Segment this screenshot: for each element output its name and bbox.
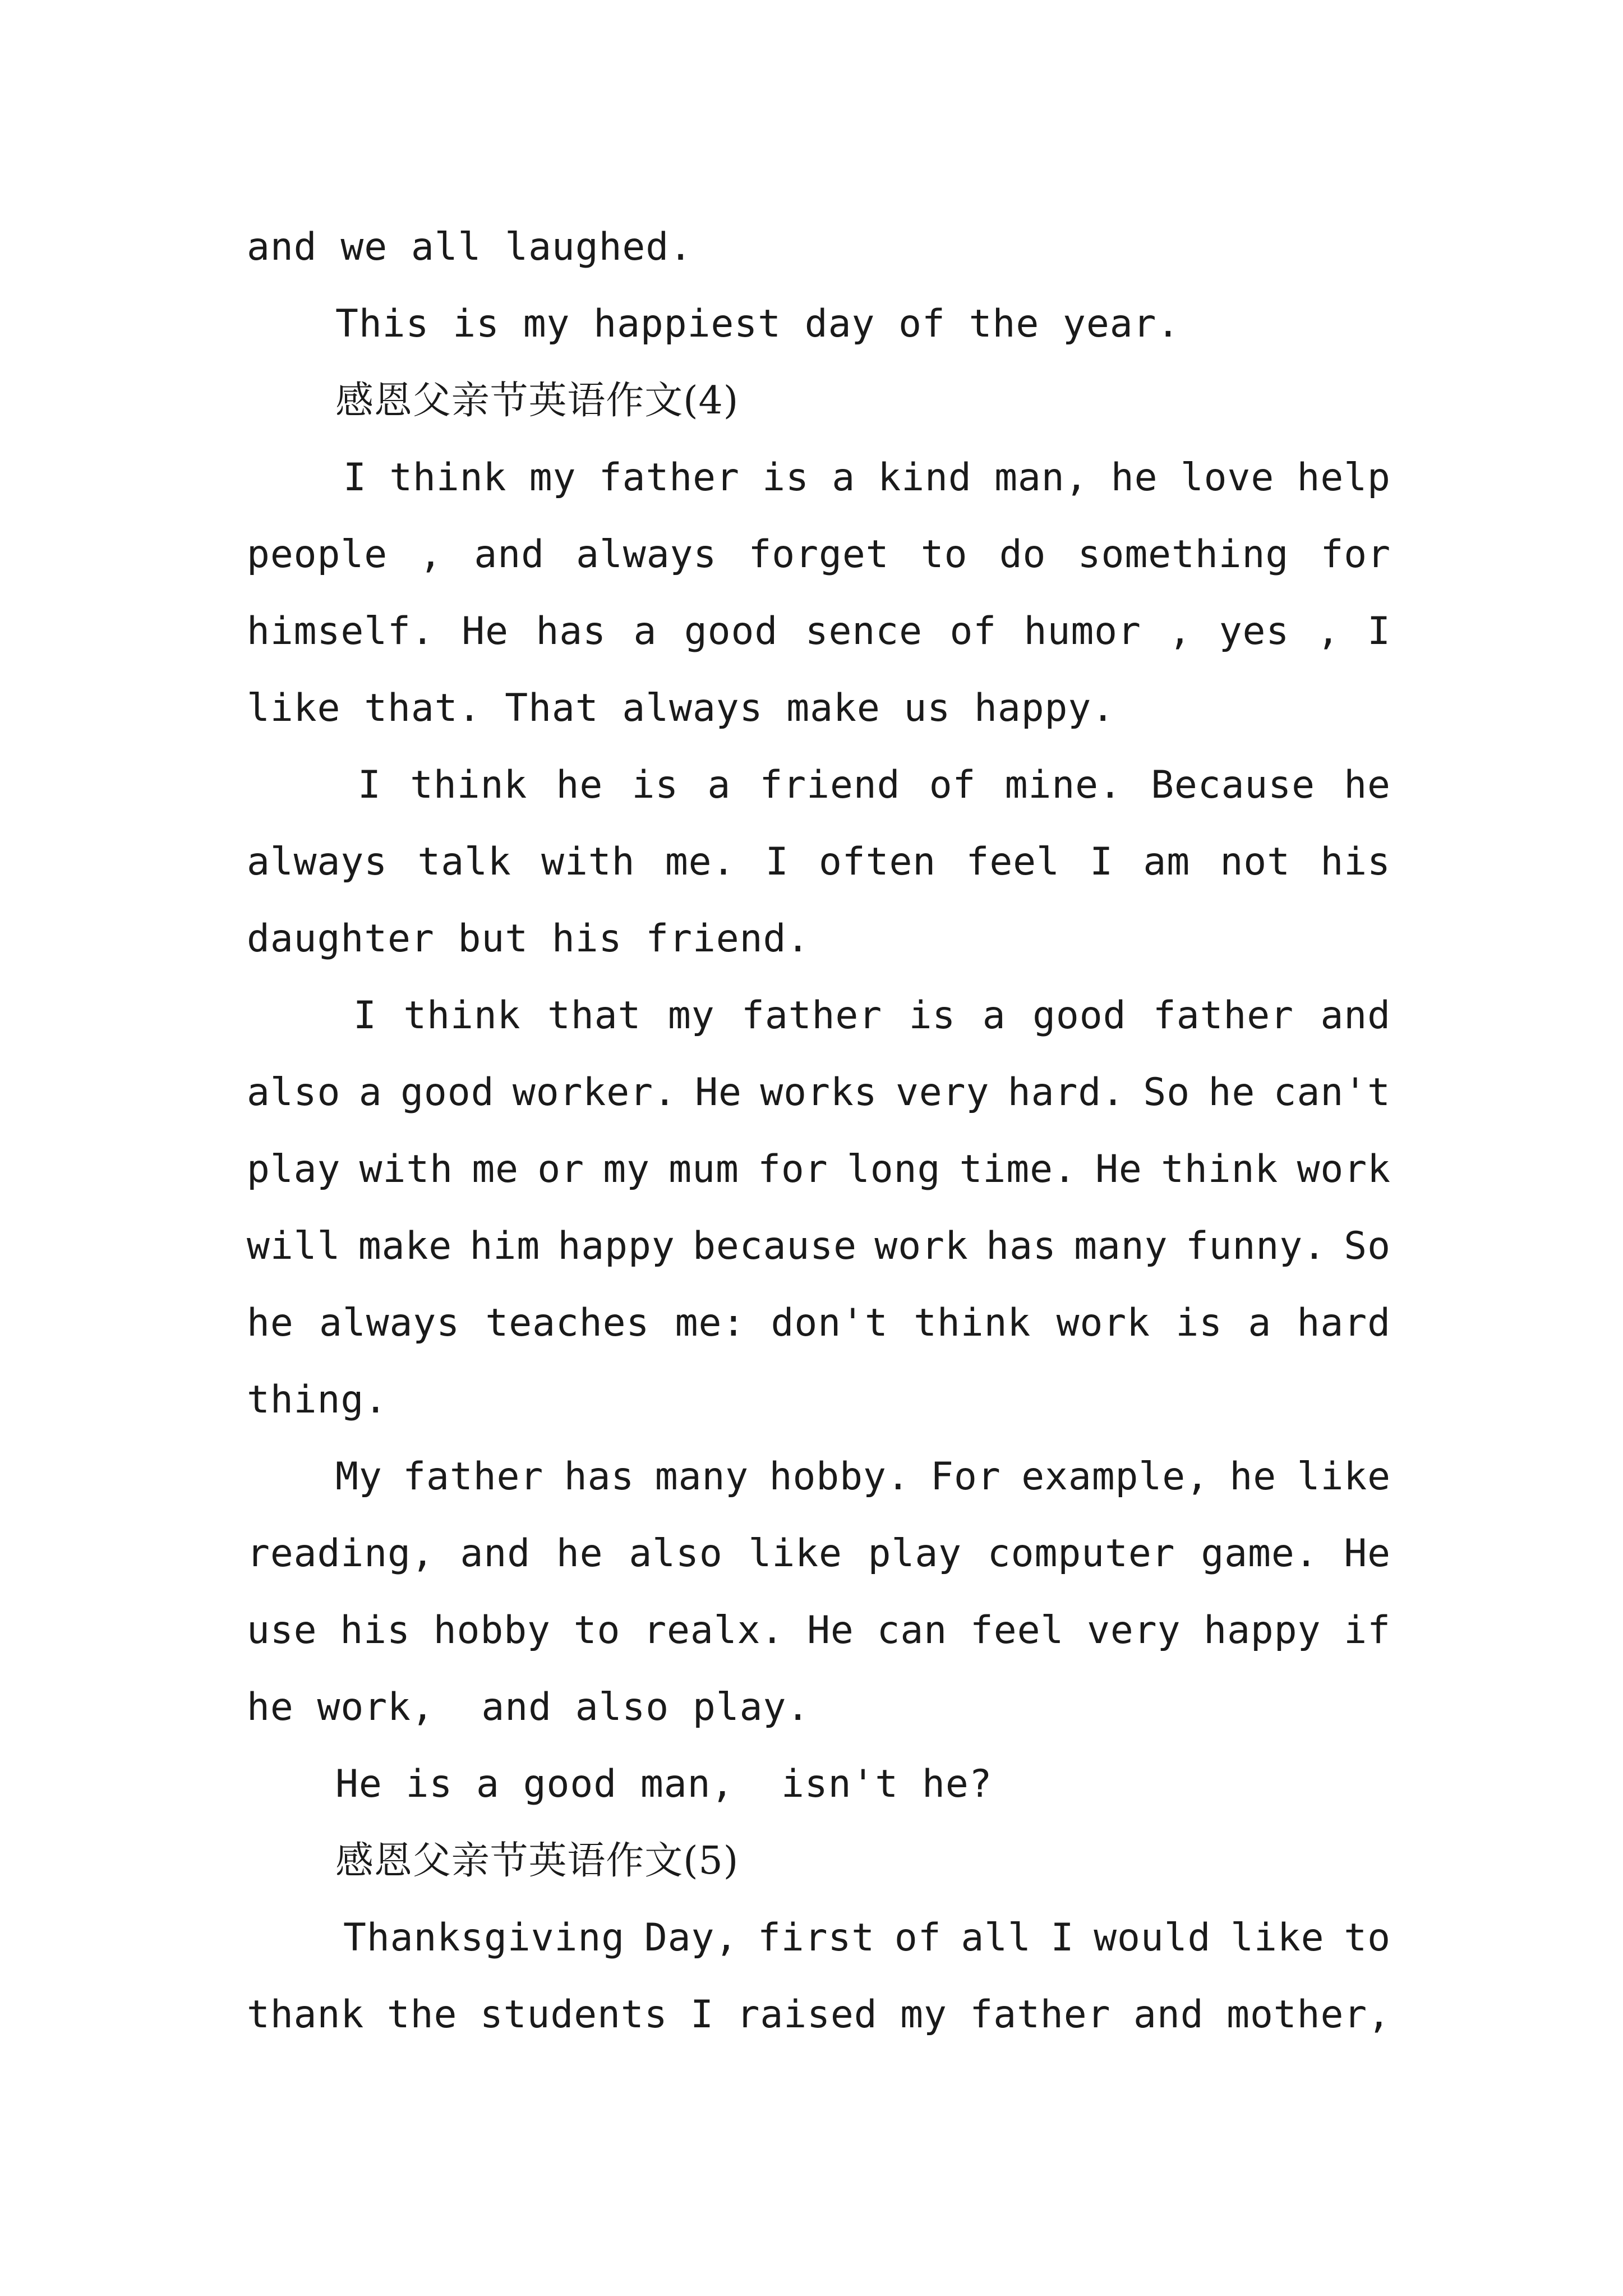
text-line xyxy=(247,977,1391,1054)
word: of xyxy=(949,609,997,654)
word: mine. xyxy=(1004,763,1122,807)
text-line xyxy=(247,439,1391,516)
word: him xyxy=(469,1224,541,1268)
word: he xyxy=(1229,1455,1277,1499)
word: works xyxy=(760,1070,878,1115)
heading-text: 感恩父亲节英语作文(4) xyxy=(335,379,739,423)
text-line xyxy=(247,286,1391,362)
word: a xyxy=(707,763,731,807)
word: happy xyxy=(1204,1608,1321,1653)
word: forget xyxy=(748,532,889,577)
word: the xyxy=(386,1993,458,2037)
word: humor xyxy=(1023,609,1141,654)
word: think xyxy=(914,1301,1031,1345)
word: So xyxy=(1143,1070,1191,1115)
word: can xyxy=(877,1608,948,1653)
word: for xyxy=(758,1147,828,1191)
text-line xyxy=(247,1669,1391,1746)
word: very xyxy=(1087,1608,1181,1653)
word: use xyxy=(247,1608,317,1653)
word: thank xyxy=(247,1993,365,2037)
word: I xyxy=(353,993,377,1038)
word: mother, xyxy=(1227,1993,1391,2037)
word: father xyxy=(1152,993,1294,1038)
word: is xyxy=(631,763,679,807)
line-text: He is a good man, isn't he? xyxy=(335,1762,993,1806)
word: am xyxy=(1143,840,1191,884)
word: mum xyxy=(668,1147,739,1191)
word: hobby. xyxy=(769,1455,910,1499)
word: my xyxy=(529,455,577,500)
word: a xyxy=(633,609,657,654)
word: many xyxy=(1074,1224,1168,1268)
word: help xyxy=(1297,455,1391,500)
word: of xyxy=(929,763,976,807)
word: my xyxy=(667,993,715,1038)
word: He xyxy=(462,609,509,654)
word: always xyxy=(247,840,388,884)
word: to xyxy=(1344,1916,1391,1960)
word: funny. xyxy=(1185,1224,1326,1268)
word: he xyxy=(1110,455,1158,500)
word: has xyxy=(564,1455,635,1499)
text-line xyxy=(247,209,1391,286)
word: man, xyxy=(994,455,1089,500)
word: So xyxy=(1344,1224,1391,1268)
word: good xyxy=(684,609,778,654)
word: Because xyxy=(1151,763,1315,807)
word: a xyxy=(358,1070,382,1115)
word: father xyxy=(403,1455,544,1499)
word: to xyxy=(573,1608,621,1653)
text-line xyxy=(247,823,1391,900)
word: his xyxy=(1320,840,1391,884)
word: , xyxy=(419,532,443,577)
word: , xyxy=(1316,609,1340,654)
word: I xyxy=(765,840,789,884)
word: a xyxy=(982,993,1006,1038)
word: often xyxy=(818,840,937,884)
word: happy xyxy=(557,1224,675,1268)
word: always xyxy=(319,1301,460,1345)
word: he xyxy=(556,763,603,807)
section-heading xyxy=(247,1823,1391,1899)
word: play xyxy=(868,1531,962,1576)
word: can't xyxy=(1273,1070,1391,1115)
word: my xyxy=(900,1993,947,2037)
word: long xyxy=(846,1147,941,1191)
word: he xyxy=(1208,1070,1256,1115)
word: think xyxy=(410,763,528,807)
text-line xyxy=(247,1515,1391,1592)
line-text: This is my happiest day of the year. xyxy=(335,302,1181,346)
word: to xyxy=(920,532,968,577)
word: very xyxy=(895,1070,990,1115)
word: like xyxy=(748,1531,842,1576)
text-column xyxy=(247,209,1391,2053)
word: of xyxy=(894,1916,942,1960)
word: My xyxy=(335,1455,382,1499)
text-line xyxy=(247,747,1391,823)
word: friend xyxy=(759,763,901,807)
word: with xyxy=(359,1147,454,1191)
text-line xyxy=(247,1976,1391,2053)
word: and xyxy=(1320,993,1391,1038)
text-line xyxy=(247,1438,1391,1515)
word: make xyxy=(358,1224,453,1268)
text-line xyxy=(247,1285,1391,1361)
word: hobby xyxy=(433,1608,551,1653)
word: also xyxy=(247,1070,341,1115)
word: work xyxy=(1297,1147,1391,1191)
word: Thanksgiving xyxy=(343,1916,625,1960)
word: father xyxy=(741,993,883,1038)
word: my xyxy=(603,1147,650,1191)
word: computer xyxy=(987,1531,1175,1576)
word: feel xyxy=(966,840,1060,884)
word: teaches xyxy=(485,1301,650,1345)
word: he xyxy=(1344,763,1391,807)
word: also xyxy=(629,1531,723,1576)
word: and xyxy=(1133,1993,1204,2037)
word: many xyxy=(654,1455,749,1499)
word: think xyxy=(403,993,521,1038)
word: hard. xyxy=(1007,1070,1125,1115)
word: that xyxy=(547,993,642,1038)
word: I xyxy=(690,1993,714,2037)
word: with xyxy=(541,840,635,884)
word: realx. xyxy=(643,1608,785,1653)
text-line xyxy=(247,900,1391,977)
line-text: daughter but his friend. xyxy=(247,917,810,961)
text-line xyxy=(247,670,1391,747)
word: good xyxy=(1032,993,1127,1038)
word: is xyxy=(762,455,809,500)
text-line xyxy=(247,1899,1391,1976)
line-text: and we all laughed. xyxy=(247,225,693,269)
word: students xyxy=(479,1993,668,2037)
word: or xyxy=(537,1147,584,1191)
word: me: xyxy=(675,1301,746,1345)
word: game. xyxy=(1201,1531,1318,1576)
word: his xyxy=(340,1608,411,1653)
text-line xyxy=(247,1054,1391,1131)
heading-text: 感恩父亲节英语作文(5) xyxy=(335,1839,739,1883)
word: For xyxy=(930,1455,1001,1499)
word: I xyxy=(1050,1916,1075,1960)
word: yes xyxy=(1219,609,1290,654)
word: reading, xyxy=(247,1531,435,1576)
word: I xyxy=(343,455,367,500)
word: because xyxy=(693,1224,857,1268)
word: something xyxy=(1077,532,1289,577)
text-line xyxy=(247,1746,1391,1823)
word: He xyxy=(695,1070,742,1115)
word: , xyxy=(1168,609,1192,654)
word: don't xyxy=(771,1301,888,1345)
text-line xyxy=(247,1208,1391,1285)
word: me xyxy=(472,1147,519,1191)
word: He xyxy=(807,1608,854,1653)
word: good xyxy=(400,1070,495,1115)
word: all xyxy=(961,1916,1031,1960)
word: do xyxy=(999,532,1046,577)
word: He xyxy=(1095,1147,1142,1191)
word: sence xyxy=(805,609,923,654)
word: raised xyxy=(736,1993,878,2037)
text-line xyxy=(247,593,1391,670)
word: would xyxy=(1094,1916,1211,1960)
word: for xyxy=(1320,532,1391,577)
word: I xyxy=(1090,840,1114,884)
section-heading xyxy=(247,362,1391,439)
word: always xyxy=(576,532,717,577)
word: first xyxy=(757,1916,875,1960)
word: he xyxy=(556,1531,603,1576)
word: work xyxy=(874,1224,969,1268)
word: like xyxy=(1297,1455,1391,1499)
word: a xyxy=(832,455,856,500)
word: time. xyxy=(959,1147,1077,1191)
word: people xyxy=(247,532,388,577)
line-text: like that. That always make us happy. xyxy=(247,686,1115,730)
word: He xyxy=(1344,1531,1391,1576)
word: if xyxy=(1344,1608,1391,1653)
word: not xyxy=(1220,840,1290,884)
word: think xyxy=(1161,1147,1279,1191)
line-text: thing. xyxy=(247,1378,388,1422)
word: kind xyxy=(878,455,972,500)
word: talk xyxy=(417,840,511,884)
text-line xyxy=(247,1131,1391,1208)
word: will xyxy=(247,1224,341,1268)
word: and xyxy=(474,532,545,577)
word: is xyxy=(909,993,956,1038)
word: me. xyxy=(665,840,736,884)
word: has xyxy=(986,1224,1057,1268)
word: play xyxy=(247,1147,341,1191)
word: father xyxy=(970,1993,1111,2037)
word: love xyxy=(1180,455,1275,500)
word: himself. xyxy=(247,609,435,654)
line-text: he work, and also play. xyxy=(247,1685,810,1729)
word: and xyxy=(460,1531,531,1576)
word: Day, xyxy=(644,1916,739,1960)
word: a xyxy=(1248,1301,1272,1345)
word: is xyxy=(1175,1301,1223,1345)
word: think xyxy=(389,455,507,500)
word: feel xyxy=(970,1608,1064,1653)
word: I xyxy=(358,763,381,807)
word: father xyxy=(598,455,740,500)
word: he xyxy=(247,1301,294,1345)
word: I xyxy=(1367,609,1391,654)
word: example, xyxy=(1021,1455,1209,1499)
text-line xyxy=(247,516,1391,593)
text-line xyxy=(247,1361,1391,1438)
text-line xyxy=(247,1592,1391,1669)
word: work xyxy=(1056,1301,1150,1345)
word: has xyxy=(536,609,606,654)
word: worker. xyxy=(512,1070,677,1115)
word: hard xyxy=(1297,1301,1391,1345)
word: like xyxy=(1230,1916,1325,1960)
